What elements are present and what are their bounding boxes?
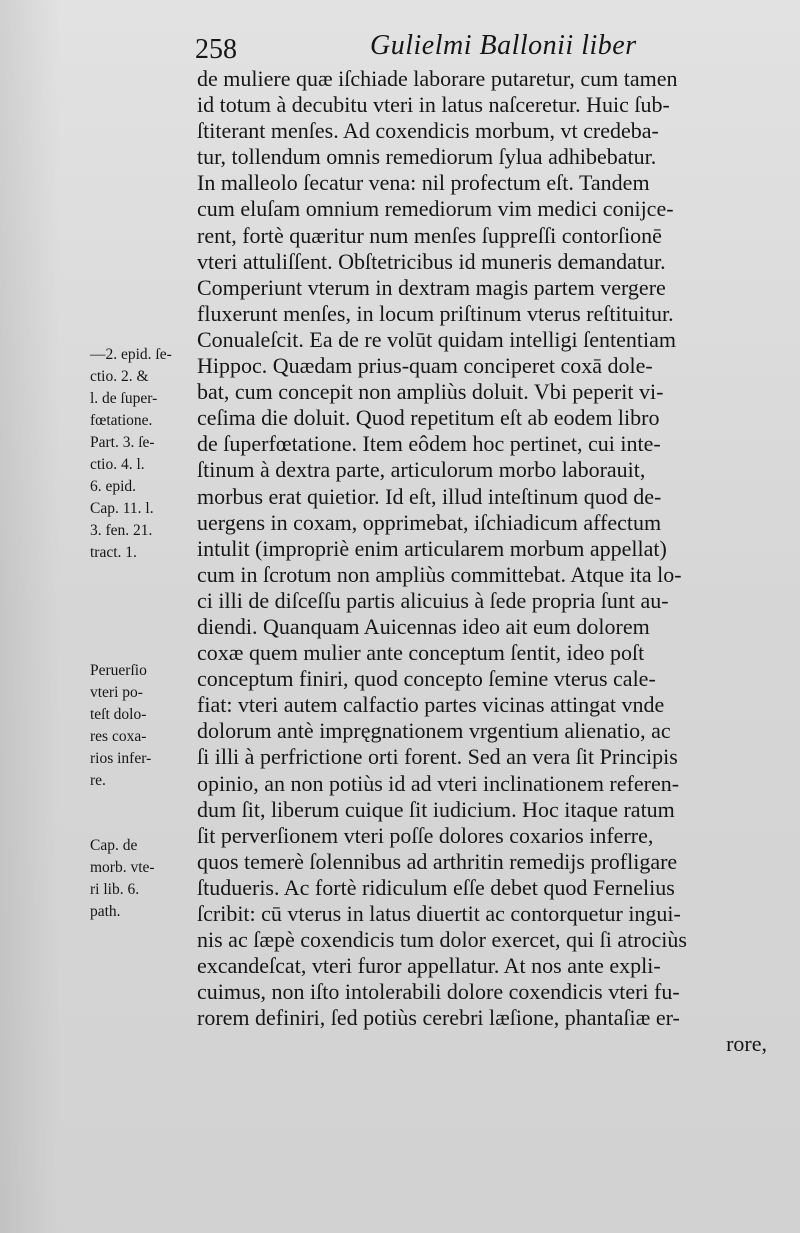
marginal-note-references (90, 344, 200, 564)
text-line: coxæ quem mulier ante conceptum ſentit, ideo poſt (197, 640, 645, 666)
text-line: ſtinum à dextra parte, articulorum morbo laborauit, (197, 457, 646, 483)
margin-line: rios infer- (90, 750, 152, 767)
margin-line: Cap. 11. l. (90, 500, 154, 517)
text-line: de muliere quæ iſchiade laborare putaretur, cum tamen (197, 66, 678, 91)
text-line: fluxerunt menſes, in locum priſtinum vterus reſtituitur. (197, 300, 674, 326)
margin-line: tract. 1. (90, 544, 137, 561)
page-number: 258 (195, 34, 237, 65)
text-line: vteri attuliſſent. Obſtetricibus id muneris demandatur. (197, 248, 666, 274)
text-line: excandeſcat, vteri furor appellatur. At nos ante expli- (197, 953, 661, 979)
margin-line: Part. 3. ſe- (90, 434, 155, 451)
text-line: In malleolo ſecatur vena: nil profectum eſt. Tandem (197, 170, 650, 196)
text-line: Conualeſcit. Ea de re volūt quidam intelligi ſententiam (197, 326, 676, 352)
page-edge-shadow (0, 0, 60, 1233)
text-line: fiat: vteri autem calfactio partes vicinas attingat vnde (197, 692, 665, 718)
text-line: ci illi de diſceſſu partis alicuius à ſede propria ſunt au- (197, 587, 669, 613)
text-line: cum in ſcrotum non ampliùs committebat. Atque ita lo- (197, 561, 682, 587)
page-header (195, 30, 775, 70)
catchword: rore, (726, 1031, 767, 1057)
text-line: id totum à decubitu vteri in latus naſceretur. Huic ſub- (197, 92, 670, 118)
text-line: ſtudueris. Ac fortè ridiculum eſſe debet quod Fernelius (197, 874, 675, 900)
margin-line: 6. epid. (90, 478, 137, 495)
text-line: nis ac ſæpè coxendicis tum dolor exercet, qui ſi atrociùs (197, 927, 687, 953)
text-line: morbus erat quietior. Id eſt, illud inteſtinum quod de- (197, 483, 662, 509)
margin-line: re. (90, 772, 106, 789)
margin-line: path. (90, 903, 121, 920)
text-line: conceptum finiri, quod concepto ſemine vterus cale- (197, 666, 656, 692)
text-line: opinio, an non potiùs id ad vteri inclinationem referen- (197, 770, 680, 796)
margin-line: Peruerſio (90, 662, 147, 679)
margin-line: vteri po- (90, 684, 143, 701)
text-line: ſcribit: cū vterus in latus diuertit ac contorquetur ingui- (197, 901, 681, 926)
text-line: diendi. Quanquam Auicennas ideo ait eum dolorem (197, 613, 650, 639)
text-line: dolorum antè impręgnationem vrgentium alienatio, ac (197, 718, 671, 744)
margin-line: ctio. 4. l. (90, 456, 145, 473)
main-text-block (197, 66, 767, 1058)
margin-line: l. de ſuper- (90, 390, 158, 407)
margin-line: 3. fen. 21. (90, 522, 153, 539)
text-line: cuimus, non iſto intolerabili dolore coxendicis vteri fu- (197, 979, 680, 1005)
text-line: ceſima die doluit. Quod repetitum eſt ab eodem libro (197, 405, 660, 431)
marginal-note-peruersio (90, 660, 200, 792)
text-line: ſi illi à perfrictione orti forent. Sed an vera ſit Principis (197, 744, 678, 770)
margin-line: ctio. 2. & (90, 368, 149, 385)
margin-line: Cap. de (90, 837, 138, 854)
text-line: cum eluſam omnium remediorum vim medici conijce- (197, 196, 674, 222)
text-line: tur, tollendum omnis remediorum ſylua adhibebatur. (197, 144, 657, 170)
text-line: rent, fortè quæritur num menſes ſuppreſſi contorſionē (197, 222, 662, 248)
marginal-note-cap-de-morb (90, 835, 200, 923)
margin-line: —2. epid. ſe- (90, 346, 172, 363)
margin-line: ri lib. 6. (90, 881, 140, 898)
text-line: dum ſit, liberum cuique ſit iudicium. Hoc itaque ratum (197, 796, 675, 822)
text-line: rorem definiri, ſed potiùs cerebri læſione, phantaſiæ er- (197, 1005, 680, 1031)
text-line: uergens in coxam, opprimebat, iſchiadicum affectum (197, 509, 662, 535)
text-line: de ſuperfœtatione. Item eôdem hoc pertinet, cui inte- (197, 431, 661, 457)
text-line: quos temerè ſolennibus ad arthritin remedijs profligare (197, 848, 678, 874)
margin-line: teſt dolo- (90, 706, 147, 723)
text-line: ſit perverſionem vteri poſſe dolores coxarios inferre, (197, 822, 654, 848)
text-line: Comperiunt vterum in dextram magis partem vergere (197, 274, 666, 300)
margin-line: res coxa- (90, 728, 147, 745)
running-title: Gulielmi Ballonii liber (370, 30, 637, 61)
text-line: intulit (impropriè enim articularem morbum appellat) (197, 535, 667, 561)
text-line: ſtiterant menſes. Ad coxendicis morbum, vt credeba- (197, 118, 659, 144)
text-line: Hippoc. Quædam prius-quam conciperet coxā dole- (197, 353, 653, 379)
text-line: bat, cum concepit non ampliùs doluit. Vbi peperit vi- (197, 379, 664, 405)
margin-line: fœtatione. (90, 412, 153, 429)
margin-line: morb. vte- (90, 859, 155, 876)
